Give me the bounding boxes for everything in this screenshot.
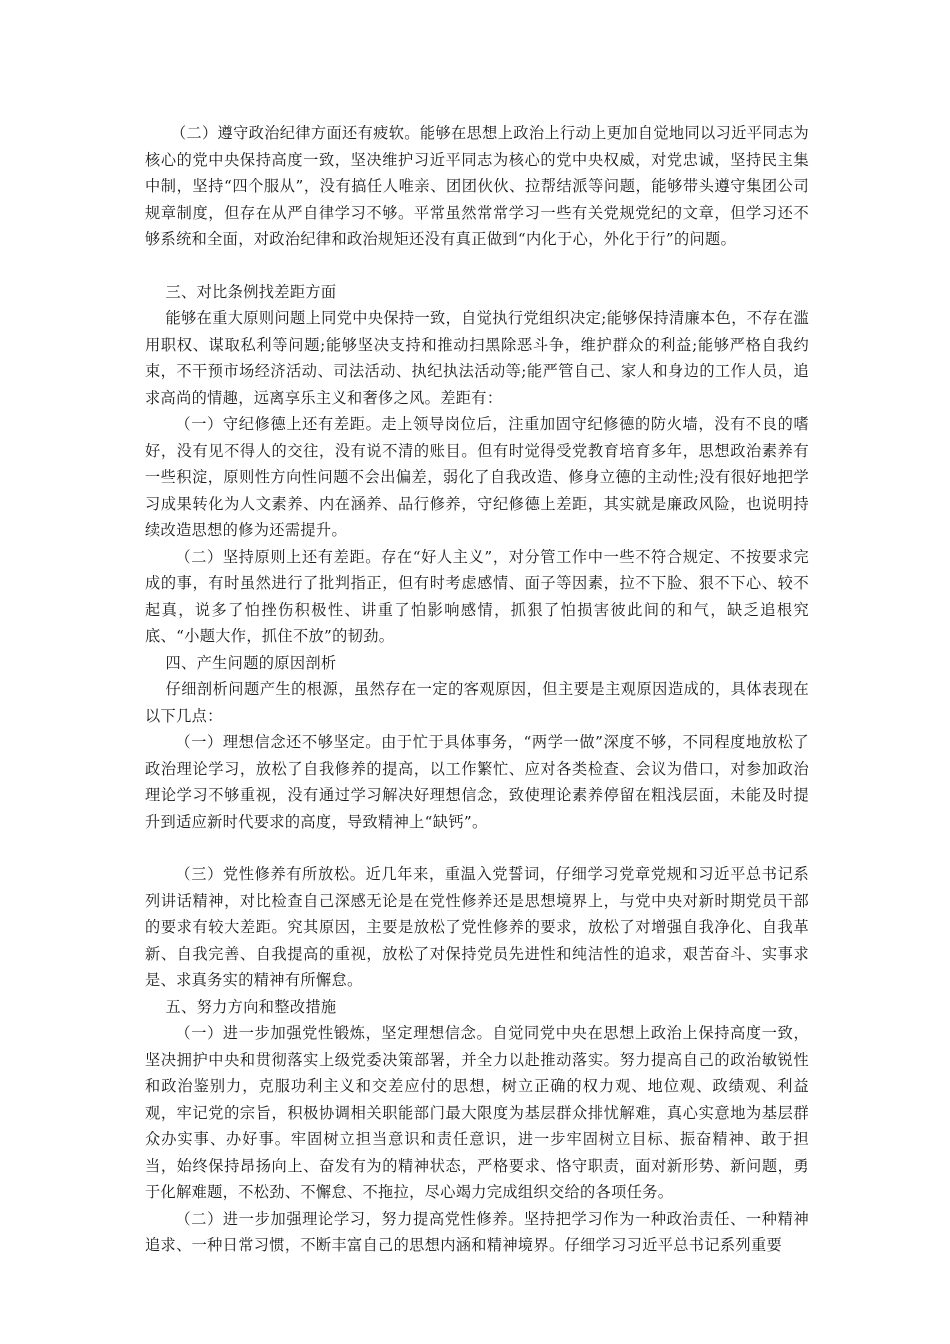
- paragraph-party-training: （一）进一步加强党性锻炼，坚定理想信念。自觉同党中央在思想上政治上保持高度一致，坚决拥护中央和贯彻落实上级党委决策部署，并全力以赴推动落实。努力提高自己的政治敏锐性和政治鉴别力，克服功利主义和交差应付的思想，树立正确的权力观、地位观、政绩观、利益观，牢记党的宗旨，积极协调相关职能部门最大限度为基层群众排忧解难，真心实意地为基层群众办实事、办好事。牢固树立担当意识和责任意识，进一步牢固树立目标、振奋精神、敢于担当，始终保持昂扬向上、奋发有为的精神状态，严格要求、恪守职责，面对新形势、新问题，勇于化解难题，不松劲、不懈怠、不拖拉，尽心竭力完成组织交给的各项任务。: [145, 1024, 809, 1201]
- document-body: [145, 120, 809, 1259]
- paragraph-party-cultivation: （三）党性修养有所放松。近几年来，重温入党誓词，仔细学习党章党规和习近平总书记系列讲话精神，对比检查自己深感无论是在党性修养还是思想境界上，与党中央对新时期党员干部的要求有较大差距。究其原因，主要是放松了党性修养的要求，放松了对增强自我净化、自我革新、自我完善、自我提高的重视，放松了对保持党员先进性和纯洁性的追求，艰苦奋斗、实事求是、求真务实的精神有所懈怠。: [145, 865, 809, 989]
- paragraph-spacer: [145, 835, 809, 861]
- section-heading-five: 五、努力方向和整改措施: [165, 997, 337, 1016]
- paragraph-cause-analysis: 仔细剖析问题产生的根源，虽然存在一定的客观原因，但主要是主观原因造成的，具体表现在以下几点：: [145, 680, 809, 725]
- paragraph-regulation-comparison: 能够在重大原则问题上同党中央保持一致，自觉执行党组织决定;能够保持清廉本色，不存在滥用职权、谋取私利等问题;能够坚决支持和推动扫黑除恶斗争，维护群众的利益;能够严格自我约束，不干预市场经济活动、司法活动、执纪执法活动等;能严管自己、家人和身边的工作人员，追求高尚的情趣，远离享乐主义和奢侈之风。差距有：: [145, 309, 809, 407]
- paragraph-spacer: [145, 253, 809, 279]
- paragraph-theory-study: （二）进一步加强理论学习，努力提高党性修养。坚持把学习作为一种政治责任、一种精神追求、一种日常习惯，不断丰富自己的思想内涵和精神境界。仔细学习习近平总书记系列重要: [145, 1209, 809, 1254]
- paragraph-discipline-gap: （一）守纪修德上还有差距。走上领导岗位后，注重加固守纪修德的防火墙，没有不良的嗜好，没有见不得人的交往，没有说不清的账目。但有时觉得受党教育培育多年，思想政治素养有一些积淀，原则性方向性问题不会出偏差，弱化了自我改造、修身立德的主动性;没有很好地把学习成果转化为人文素养、内在涵养、品行修养，守纪修德上差距，其实就是廉政风险，也说明持续改造思想的修为还需提升。: [145, 415, 809, 539]
- paragraph-political-discipline: （二）遵守政治纪律方面还有疲软。能够在思想上政治上行动上更加自觉地同以习近平同志为核心的党中央保持高度一致，坚决维护习近平同志为核心的党中央权威，对党忠诚，坚持民主集中制，坚持“四个服从”，没有搞任人唯亲、团团伙伙、拉帮结派等问题，能够带头遵守集团公司规章制度，但存在从严自律学习不够。平常虽然常常学习一些有关党规党纪的文章，但学习还不够系统和全面，对政治纪律和政治规矩还没有真正做到“内化于心，外化于行”的问题。: [145, 124, 809, 248]
- paragraph-ideals-belief: （一）理想信念还不够坚定。由于忙于具体事务，“两学一做”深度不够，不同程度地放松了政治理论学习，放松了自我修养的提高，以工作繁忙、应对各类检查、会议为借口，对参加政治理论学习不够重视，没有通过学习解决好理想信念，致使理论素养停留在粗浅层面，未能及时提升到适应新时代要求的高度，导致精神上“缺钙”。: [145, 733, 809, 831]
- paragraph-principle-gap: （二）坚持原则上还有差距。存在“好人主义”，对分管工作中一些不符合规定、不按要求完成的事，有时虽然进行了批判指正，但有时考虑感情、面子等因素，拉不下脸、狠不下心、较不起真，说多了怕挫伤积极性、讲重了怕影响感情，抓狠了怕损害彼此间的和气，缺乏追根究底、“小题大作，抓住不放”的韧劲。: [145, 547, 809, 645]
- section-heading-three: 三、对比条例找差距方面: [165, 282, 337, 301]
- section-heading-four: 四、产生问题的原因剖析: [165, 653, 337, 672]
